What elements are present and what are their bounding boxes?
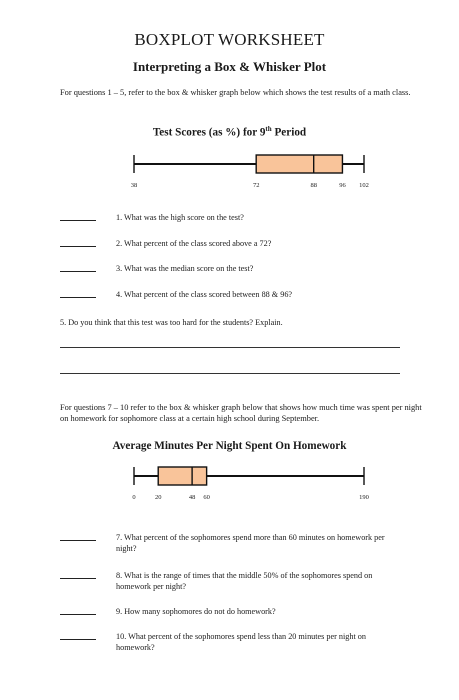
section2-intro: For questions 7 – 10 refer to the box & whisker graph below that shows how much time was spent per night on homework for sophomore class at a certain high school during September. bbox=[60, 403, 422, 423]
tick-label: 20 bbox=[154, 494, 162, 501]
question-3: 3. What was the median score on the test? bbox=[116, 264, 254, 273]
page-title: BOXPLOT WORKSHEET bbox=[134, 30, 325, 49]
tick-label: 96 bbox=[339, 182, 346, 189]
tick-label: 38 bbox=[130, 182, 138, 189]
tick-label: 88 bbox=[310, 182, 317, 189]
question-2: 2. What percent of the class scored above a 72? bbox=[116, 239, 272, 248]
chart1-title-sup: th bbox=[265, 125, 272, 133]
chart1-title-suffix: Period bbox=[271, 126, 307, 139]
chart2-title: Average Minutes Per Night Spent On Homework bbox=[112, 440, 347, 452]
section1-intro: For questions 1 – 5, refer to the box & whisker graph below which shows the test results of a math class. bbox=[60, 88, 411, 97]
question-10: 10. What percent of the sophomores spend less than 20 minutes per night on homework? bbox=[116, 632, 366, 652]
answer-blank[interactable] bbox=[60, 220, 96, 221]
tick-label: 48 bbox=[188, 494, 196, 501]
question-1: 1. What was the high score on the test? bbox=[116, 213, 244, 222]
question-8: 8. What is the range of times that the middle 50% of the sophomores spend on homework per night? bbox=[116, 571, 373, 591]
question-9: 9. How many sophomores do not do homework? bbox=[116, 607, 276, 616]
tick-label: 0 bbox=[132, 494, 136, 501]
tick-label: 72 bbox=[252, 182, 260, 189]
answer-line[interactable] bbox=[60, 373, 400, 374]
answer-blank[interactable] bbox=[60, 297, 96, 298]
tick-label: 190 bbox=[359, 494, 369, 501]
iqr-box bbox=[256, 155, 342, 173]
chart1-title bbox=[0, 125, 459, 139]
question-4: 4. What percent of the class scored between 88 & 96? bbox=[116, 290, 293, 299]
answer-line[interactable] bbox=[60, 347, 400, 348]
answer-blank[interactable] bbox=[60, 540, 96, 541]
answer-blank[interactable] bbox=[60, 614, 96, 615]
answer-blank[interactable] bbox=[60, 639, 96, 640]
tick-label: 102 bbox=[359, 182, 369, 189]
question-7: 7. What percent of the sophomores spend more than 60 minutes on homework per night? bbox=[116, 533, 385, 553]
tick-label: 60 bbox=[203, 494, 210, 501]
boxplot-test-scores bbox=[0, 150, 459, 196]
page-subtitle: Interpreting a Box & Whisker Plot bbox=[132, 59, 327, 74]
boxplot-homework-minutes bbox=[0, 462, 459, 508]
answer-blank[interactable] bbox=[60, 271, 96, 272]
chart1-title-prefix: Test Scores (as %) for 9 bbox=[152, 126, 266, 139]
answer-blank[interactable] bbox=[60, 578, 96, 579]
answer-blank[interactable] bbox=[60, 246, 96, 247]
iqr-box bbox=[158, 467, 206, 485]
question-5: 5. Do you think that this test was too hard for the students? Explain. bbox=[60, 318, 283, 327]
